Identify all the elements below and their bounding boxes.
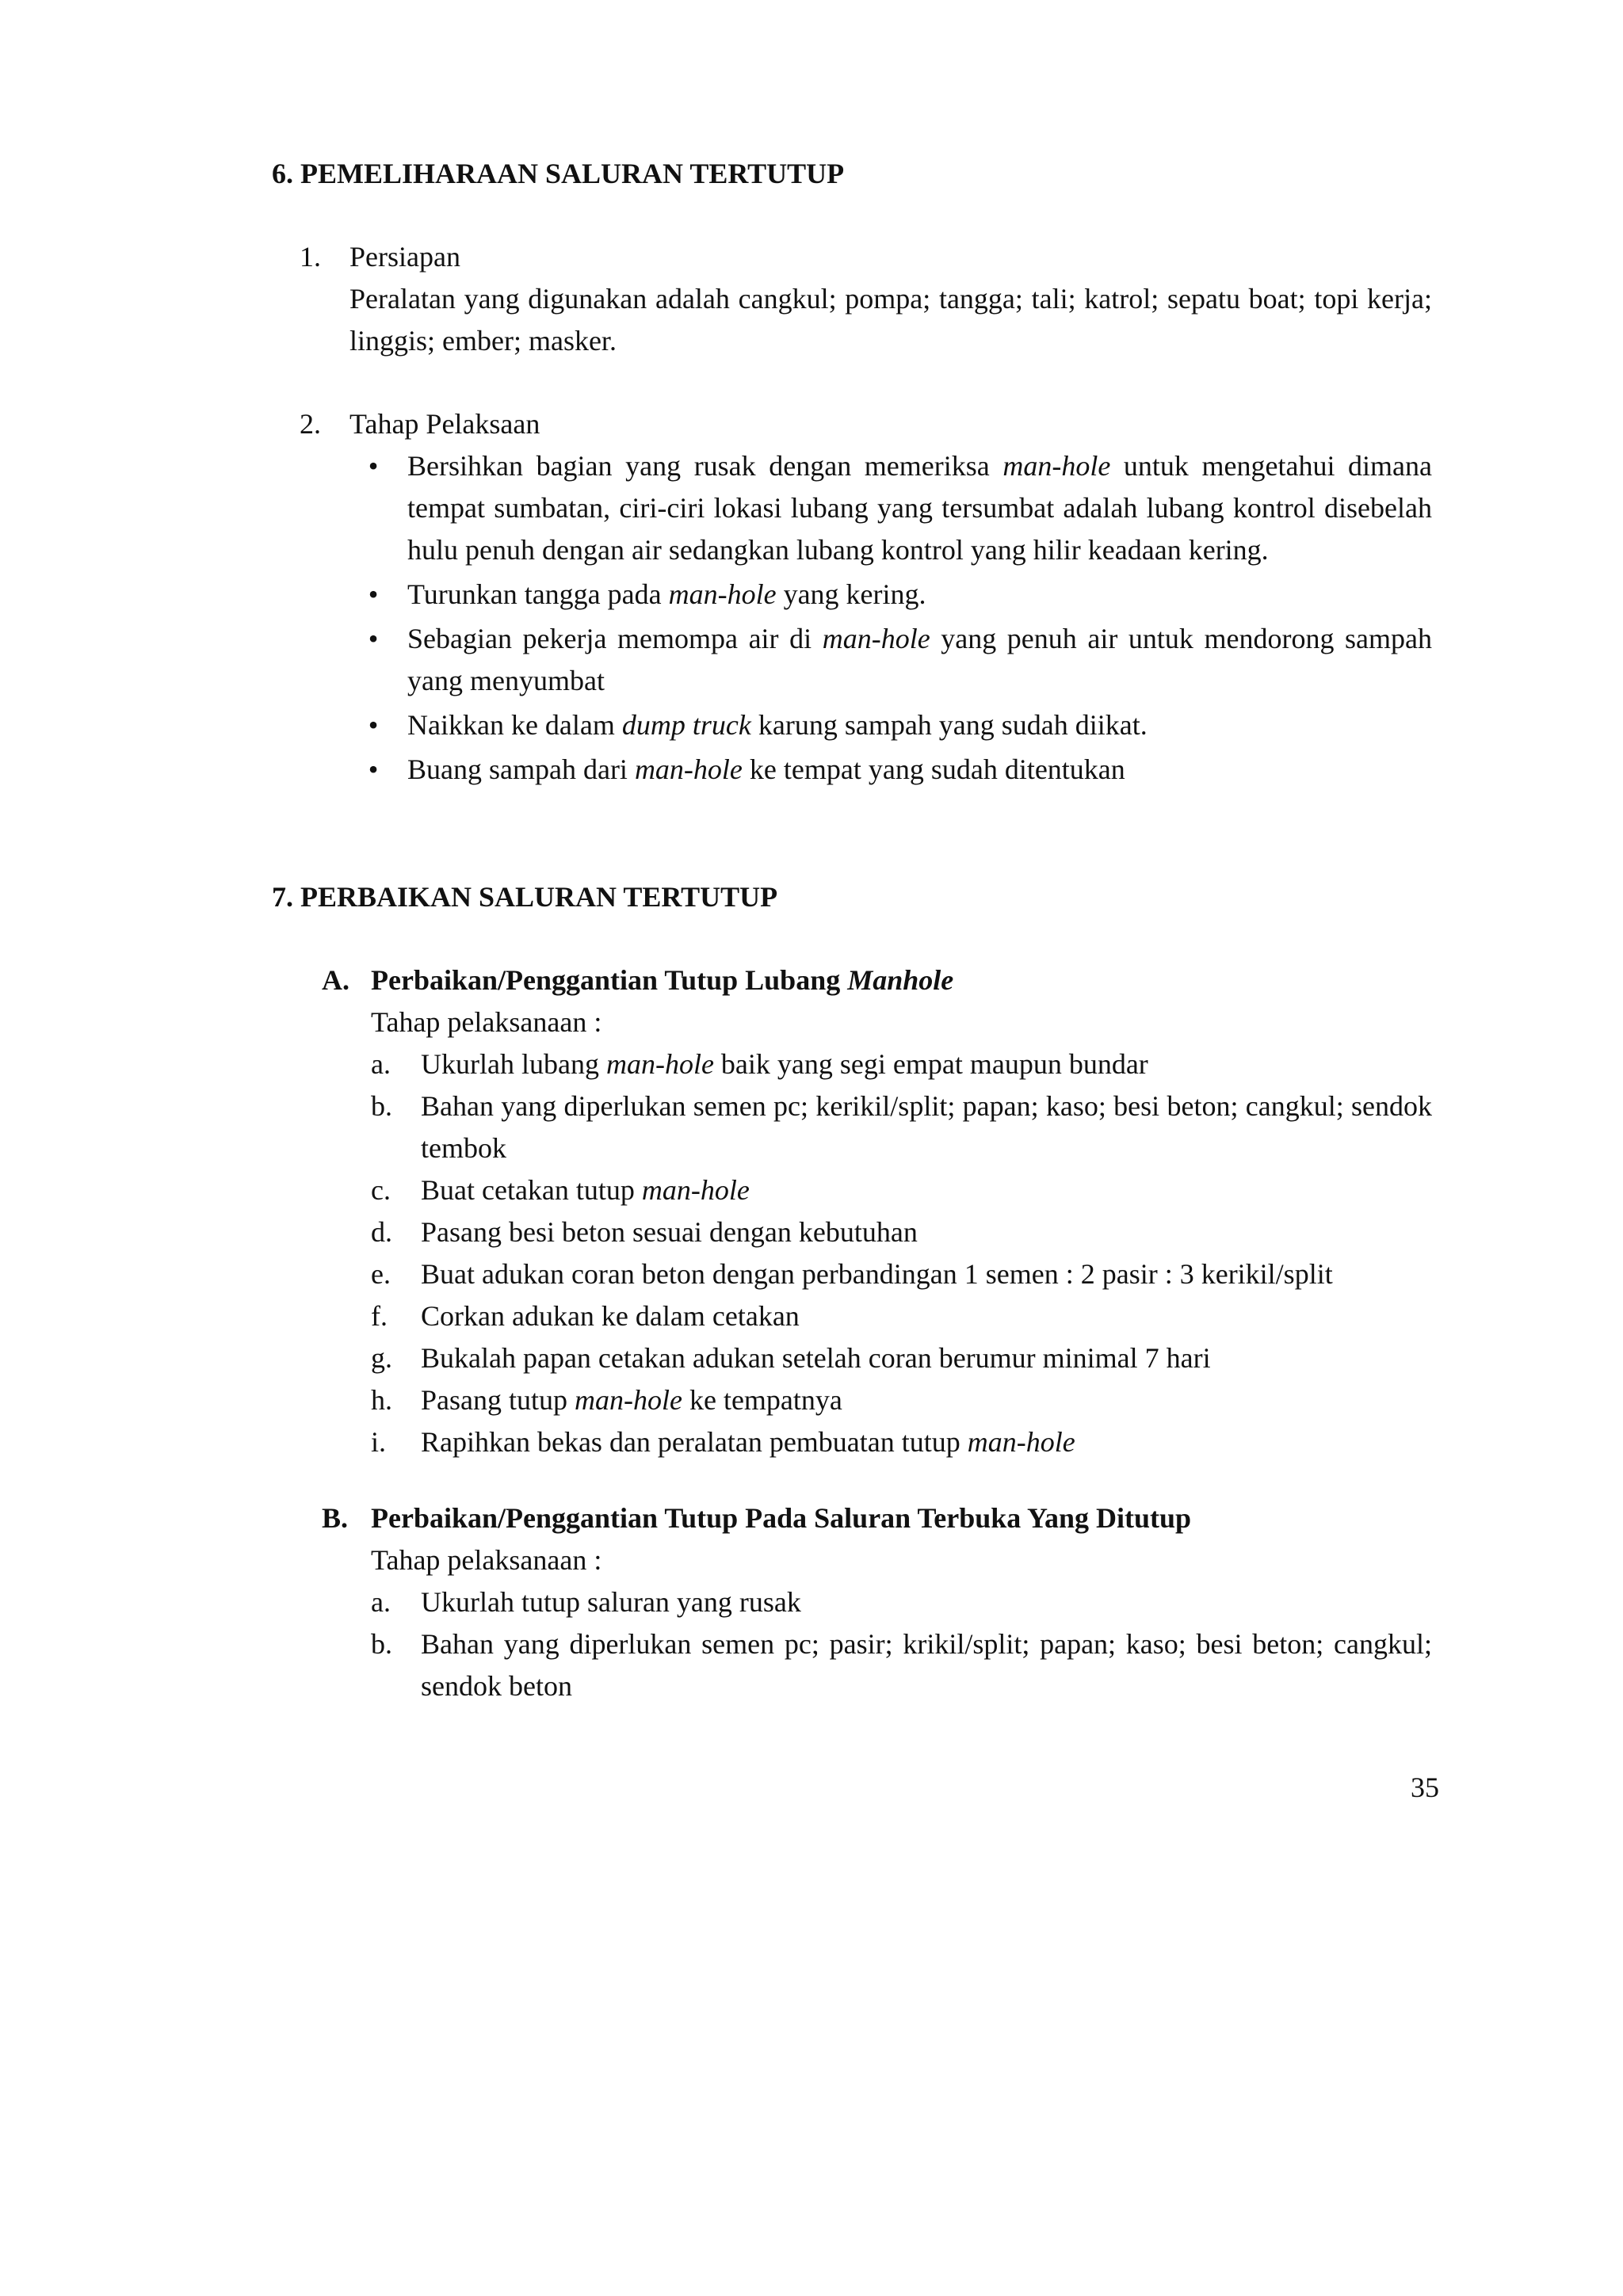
step-text: Ukurlah tutup saluran yang rusak [421,1586,801,1618]
list-item [371,1169,1432,1211]
list-item-text: Buang sampah dari [407,753,635,785]
list-item-text: yang penuh air untuk mendorong sampah yang menyumbat [407,623,1432,696]
list-item [371,1043,1432,1085]
step-text: Ukurlah lubang [421,1048,606,1080]
item-label: Persiapan [349,241,460,273]
step-letter: i. [371,1426,387,1458]
bullet-icon: • [368,578,379,610]
list-item-italic: man-hole [668,578,777,610]
step-letter: c. [371,1174,391,1206]
step-text: Bukalah papan cetakan adukan setelah coran berumur minimal 7 hari [421,1342,1211,1374]
step-letter: b. [371,1090,392,1122]
list-item-text: Sebagian pekerja memompa air di [407,623,823,654]
subsection-title: Perbaikan/Penggantian Tutup Pada Saluran Terbuka Yang Ditutup [371,1502,1192,1534]
list-item [368,574,1432,616]
section-6-heading: 6. PEMELIHARAAN SALURAN TERTUTUP [272,158,845,189]
step-text: Rapihkan bekas dan peralatan pembuatan tutup [421,1426,968,1458]
step-italic: man-hole [967,1426,1075,1458]
list-item-text: Bersihkan bagian yang rusak dengan memeriksa [407,450,1003,482]
bullet-icon: • [368,450,379,482]
subsection-a [0,959,1623,1463]
list-item-italic: man-hole [634,753,743,785]
step-text: Bahan yang diperlukan semen pc; kerikil/split; papan; kaso; besi beton; cangkul; sendok tembok [421,1090,1432,1164]
list-item [371,1337,1432,1379]
item-number: 1. [300,241,321,273]
subsection-letter: B. [322,1502,349,1534]
list-item-text: Naikkan ke dalam [407,709,622,741]
step-text: Buat adukan coran beton dengan perbandingan 1 semen : 2 pasir : 3 kerikil/split [421,1258,1333,1290]
section-7-heading: 7. PERBAIKAN SALURAN TERTUTUP [272,881,778,913]
subsection-b [0,1497,1623,1707]
step-letter: e. [371,1258,391,1290]
steps-list [0,1581,1623,1707]
bullet-icon: • [368,753,379,785]
step-text: Buat cetakan tutup [421,1174,642,1206]
subsection-title [371,959,1623,1001]
list-item [371,1085,1432,1169]
subsection-title-italic: Manhole [847,964,954,996]
subsection-intro: Tahap pelaksanaan : [371,1544,602,1576]
step-text: baik yang segi empat maupun bundar [713,1048,1148,1080]
page-number: 35 [1411,1772,1439,1803]
list-item-text: Turunkan tangga pada [407,578,669,610]
list-item [368,704,1432,746]
list-item [371,1379,1432,1421]
item-label: Tahap Pelaksaan [349,408,540,440]
step-letter: a. [371,1586,391,1618]
bullet-list [0,445,1623,791]
list-item [371,1421,1432,1463]
step-letter: a. [371,1048,391,1080]
bullet-icon: • [368,623,379,654]
step-text: ke tempatnya [682,1384,842,1416]
list-item-text: ke tempat yang sudah ditentukan [742,753,1125,785]
list-item-italic: man-hole [1002,450,1111,482]
list-item [371,1253,1432,1295]
list-item-text: yang kering. [776,578,926,610]
list-item-text: untuk mengetahui dimana tempat sumbatan, ciri-ciri lokasi lubang yang tersumbat adalah lubang kontrol disebelah hulu penuh dengan air sedangkan lubang kontrol yang hilir keadaan kering. [407,450,1432,566]
list-item [371,1581,1432,1623]
section-6-item-1 [0,236,1623,362]
list-item-italic: dump truck [621,709,751,741]
list-item-text: karung sampah yang sudah diikat. [750,709,1148,741]
step-text: Bahan yang diperlukan semen pc; pasir; krikil/split; papan; kaso; besi beton; cangkul; sendok beton [421,1628,1432,1702]
list-item [368,445,1432,571]
item-body: Peralatan yang digunakan adalah cangkul; pompa; tangga; tali; katrol; sepatu boat; topi kerja; linggis; ember; masker. [349,283,1432,357]
step-letter: h. [371,1384,392,1416]
list-item [368,618,1432,702]
list-item [371,1211,1432,1253]
step-letter: b. [371,1628,392,1660]
step-italic: man-hole [641,1174,750,1206]
list-item [368,749,1432,791]
list-item [371,1295,1432,1337]
step-letter: d. [371,1216,392,1248]
subsection-intro: Tahap pelaksanaan : [371,1006,602,1038]
step-text: Pasang besi beton sesuai dengan kebutuhan [421,1216,918,1248]
step-text: Corkan adukan ke dalam cetakan [421,1300,800,1332]
item-number: 2. [300,408,321,440]
subsection-letter: A. [322,964,349,996]
bullet-icon: • [368,709,379,741]
step-letter: g. [371,1342,392,1374]
list-item-italic: man-hole [822,623,930,654]
step-italic: man-hole [605,1048,714,1080]
section-6-item-2 [0,403,1623,791]
subsection-title-text: Perbaikan/Penggantian Tutup Lubang [371,964,848,996]
list-item [371,1623,1432,1707]
step-italic: man-hole [575,1384,682,1416]
step-letter: f. [371,1300,388,1332]
step-text: Pasang tutup [421,1384,575,1416]
steps-list [0,1043,1623,1463]
